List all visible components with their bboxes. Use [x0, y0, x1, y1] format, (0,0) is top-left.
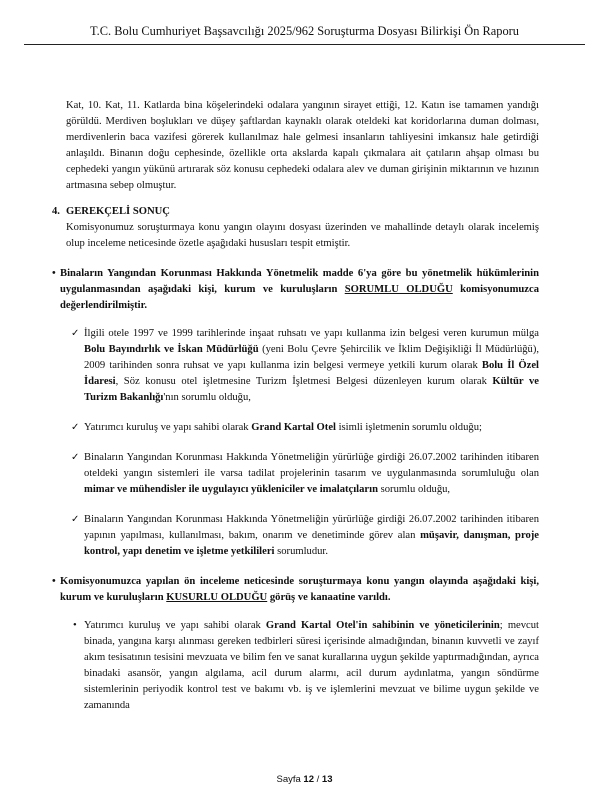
checkmark-icon: ✓: [71, 422, 80, 433]
responsible-parties-statement: • Binaların Yangından Korunması Hakkında Yönetmelik madde 6'ya göre bu yönetmelik hükümlerinin uygulanmasından aşağıdaki kişi, kurum ve kuruluşların SORUMLU OLDUĞU komisyonumuzca değerlendirilmiştir.: [52, 268, 539, 311]
checkmark-icon: ✓: [71, 328, 80, 339]
intro-paragraph: Kat, 10. Kat, 11. Katlarda bina köşelerindeki odalara yangının sirayet ettiği, 12. Katın ise tamamen yandığı görüldü. Merdiven boşlukları ve düşey şaftlardan kaynaklı olarak oteldeki kat koridorlarına duman dolması, merdivenlerin baca vazifesi görerek kullanılmaz hale gelmesi insanların tahliyesini imkansız hale getirdiği anlaşıldı. Binanın doğu cephesinde, özellikle orta akslarda kapalı çıkmalara ait çatıların ahşap olması bu cephedeki yangın yükünü artırarak söz konusu cephedeki odalara alev ve duman girişinin miktarının ve hızının artmasına sebep olmuştur.: [66, 100, 539, 191]
page-footer: Sayfa 12 / 13: [276, 774, 333, 785]
bullet-icon: •: [52, 268, 56, 279]
list-item: ✓ İlgili otele 1997 ve 1999 tarihlerinde inşaat ruhsatı ve yapı kullanma izin belgesi veren kurumun mülga Bolu Bayındırlık ve İskan Müdürlüğü (yeni Bolu Çevre Şehircilik ve İklim Değişikliği İl Müdürlüğü), 2009 tarihinden sonra ruhsat ve yapı kullanma izin belgesi vermeye yetkili kurum olarak Bolu İl Özel İdaresi, Söz konusu otel işletmesine Turizm İşletmesi Belgesi düzenleyen kurum olarak Kültür ve Turizm Bakanlığı'nın sorumlu olduğu,: [71, 328, 540, 403]
checkmark-icon: ✓: [71, 452, 80, 463]
page-total: 13: [321, 774, 333, 785]
list-item: • Yatırımcı kuruluş ve yapı sahibi olarak Grand Kartal Otel'in sahibinin ve yöneticilerinin; mevcut binada, yangına karşı alınması gereken tedbirleri süresi içerisinde almadığından, binanın kuvvetli ve zayıf akım tesisatının tesisini mevzuata ve bilim fen ve sanat kurallarına uygun şekilde yaptırmadığından, ayrıca binadaki asansör, yangın algılama, acil durum alarmı, acil durum aydınlatma, yangın söndürme sistemlerinin periyodik kontrol test ve bakımı vb. iş ve işlemlerini mevzuat ve bilime uygun şekilde ve zamanında: [73, 620, 540, 711]
bullet-icon: •: [73, 620, 77, 631]
section-number: 4.: [52, 206, 60, 217]
list-item: ✓ Binaların Yangından Korunması Hakkında Yönetmeliğin yürürlüğe girdiği 26.07.2002 tarihinden itibaren yapının yapılması, kullanılması, bakım, onarım ve denetiminde görev alan müşavir, danışman, proje kontrol, yapı denetim ve işletme yetkilileri sorumludur.: [71, 514, 539, 557]
page-number: 12: [303, 774, 314, 785]
section-title: GEREKÇELİ SONUÇ: [66, 206, 170, 217]
section-body: Komisyonumuz soruşturmaya konu yangın olayını dosyası üzerinden ve mahallinde detaylı olarak incelemiş olup inceleme neticesinde özetle aşağıdaki hususları tespit etmiştir.: [66, 222, 539, 249]
page-header: T.C. Bolu Cumhuriyet Başsavcılığı 2025/962 Soruşturma Dosyası Bilirkişi Ön Raporu: [90, 24, 519, 38]
faulty-emphasis: KUSURLU OLDUĞU: [166, 592, 268, 603]
page-content: [52, 98, 540, 714]
faulty-parties-statement: • Komisyonumuzca yapılan ön inceleme neticesinde soruşturmaya konu yangın olayında aşağıdaki kişi, kurum ve kuruluşların KUSURLU OLDUĞU görüş ve kanaatine varıldı.: [52, 576, 539, 603]
responsible-list: [71, 326, 540, 560]
responsible-emphasis: SORUMLU OLDUĞU: [344, 284, 453, 295]
list-item: ✓ Binaların Yangından Korunması Hakkında Yönetmeliğin yürürlüğe girdiği 26.07.2002 tarihinden itibaren oteldeki yangın sistemleri ile varsa tadilat projelerinin tasarım ve uygulanmasında sorumluluğu olan mimar ve mühendisler ile uygulayıcı yükleniciler ve imalatçıların sorumlu olduğu,: [71, 452, 539, 495]
checkmark-icon: ✓: [71, 514, 80, 525]
bullet-icon: •: [52, 576, 56, 587]
header-divider: [24, 44, 585, 45]
section-heading: [52, 204, 539, 220]
faulty-list: [73, 618, 540, 714]
list-item: ✓ Yatırımcı kuruluş ve yapı sahibi olarak Grand Kartal Otel isimli işletmenin sorumlu olduğu;: [84, 420, 539, 436]
